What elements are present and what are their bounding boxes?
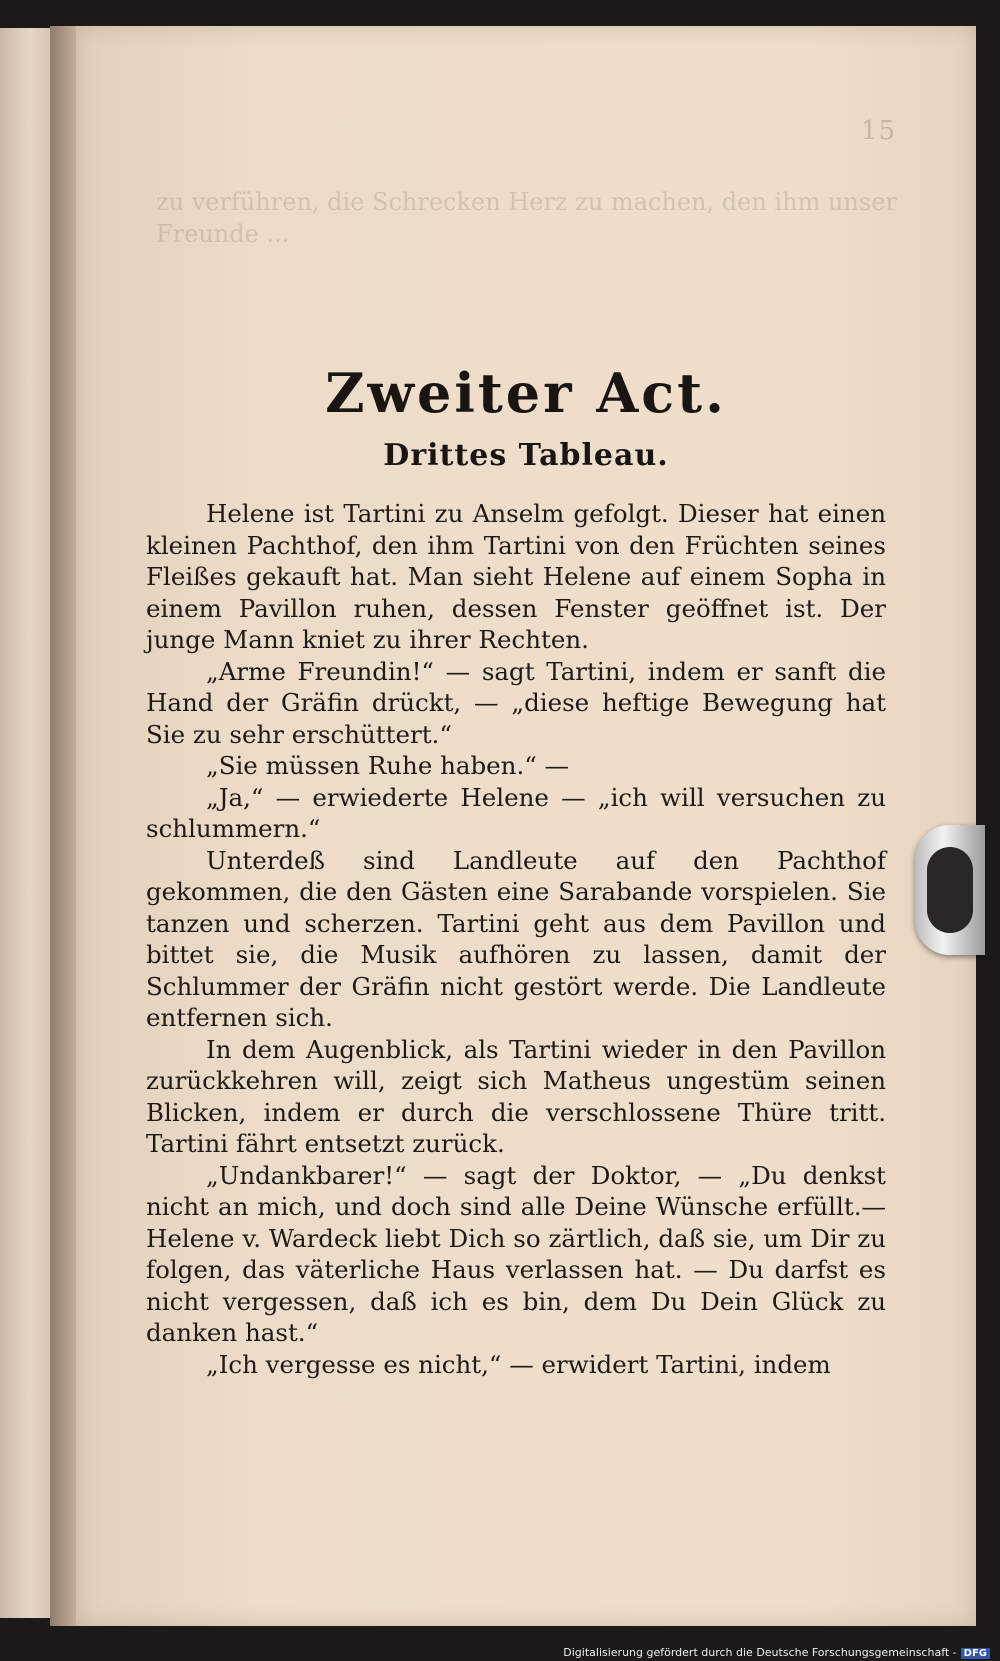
paragraph: In dem Augenblick, als Tartini wieder in den Pavillon zurückkehren will, zeigt sich Matheus ungestüm seinen Blicken, indem er durch die verschlossene Thüre tritt. Tartini fährt entsetzt zurück. — [146, 1034, 886, 1158]
tableau-subtitle: Drittes Tableau. — [383, 438, 669, 473]
act-title: Zweiter Act. — [325, 361, 727, 425]
book-page — [76, 26, 976, 1626]
digitization-footer — [563, 1646, 990, 1659]
paragraph: „Arme Freundin!“ — sagt Tartini, indem er sanft die Hand der Gräfin drückt, — „diese heftige Bewegung hat Sie zu sehr erschüttert.“ — [146, 656, 886, 749]
book-gutter — [50, 26, 78, 1626]
body-text — [146, 498, 886, 1380]
paragraph: „Sie müssen Ruhe haben.“ — — [206, 751, 570, 780]
page-clip — [915, 825, 985, 955]
facing-page-edge — [0, 28, 52, 1618]
paragraph: „Undankbarer!“ — sagt der Doktor, — „Du denkst nicht an mich, und doch sind alle Deine Wünsche erfüllt.— Helene v. Wardeck liebt Dich so zärtlich, daß sie, um Dir zu folgen, das väterliche Haus verlassen hat. — Du darfst es nicht vergessen, daß ich es bin, dem Du Dein Glück zu danken hast.“ — [146, 1160, 886, 1347]
clip-hole — [927, 847, 973, 933]
dfg-logo: DFG — [961, 1648, 990, 1659]
paragraph: Unterdeß sind Landleute auf den Pachthof gekommen, die den Gästen eine Sarabande vorspielen. Sie tanzen und scherzen. Tartini geht aus dem Pavillon und bittet sie, die Musik aufhören zu lassen, damit der Schlummer der Gräfin nicht gestört werde. Die Landleute entfernen sich. — [146, 845, 886, 1032]
bleed-through-text: zu verführen, die Schrecken Herz zu machen, den ihm unser Freunde ... — [156, 188, 905, 248]
paragraph: „Ich vergesse es nicht,“ — erwidert Tartini, indem — [206, 1349, 831, 1379]
paragraph: Helene ist Tartini zu Anselm gefolgt. Dieser hat einen kleinen Pachthof, den ihm Tartini von den Früchten seines Fleißes gekauft hat. Man sieht Helene auf einem Sopha in einem Pavillon ruhen, dessen Fenster geöffnet ist. Der junge Mann kniet zu ihrer Rechten. — [146, 499, 886, 654]
footer-text: Digitalisierung gefördert durch die Deutsche Forschungsgemeinschaft - — [563, 1646, 957, 1659]
paragraph: „Ja,“ — erwiederte Helene — „ich will versuchen zu schlummern.“ — [146, 782, 886, 843]
page-number: 15 — [860, 116, 896, 146]
